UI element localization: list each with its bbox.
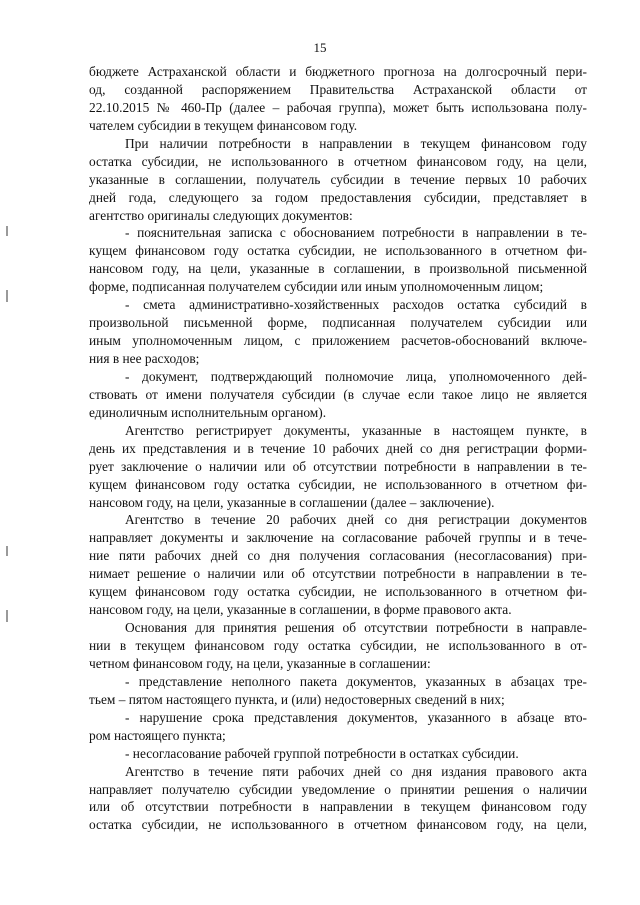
text-line: форме, подписанная получателем субсидии или иным уполномоченным лицом; (89, 279, 544, 295)
paragraph (89, 296, 587, 368)
text-line: указанные в соглашении, получатель субсидии в течение первых 10 рабочих (89, 171, 587, 187)
text-line: Основания для принятия решения об отсутствии потребности в направле- (125, 620, 587, 636)
margin-scan-mark (6, 226, 8, 236)
paragraph (89, 511, 587, 619)
margin-scan-mark (6, 610, 8, 622)
paragraph (89, 63, 587, 135)
text-line: Агентство в течение 20 рабочих дней со дня регистрации документов (125, 512, 587, 528)
paragraph (89, 619, 587, 673)
text-line: ние пяти рабочих дней со дня получения согласования (несогласования) при- (89, 548, 587, 564)
page-number: 15 (313, 40, 327, 55)
paragraph (89, 745, 587, 763)
text-line: ния в нее расходов; (89, 351, 200, 366)
text-line: остатка субсидии, не использованного в отчетном финансовом году, на цели, (89, 817, 587, 833)
text-line: тьем – пятом настоящего пункта, и (или) недостоверных сведений в них; (89, 691, 505, 707)
text-line: При наличии потребности в направлении в текущем финансовом году (125, 135, 587, 151)
text-line: единоличным исполнительным органом). (89, 404, 327, 420)
text-line: нии в текущем финансовом году остатка субсидии, не использованного в от- (89, 638, 587, 653)
text-line: кущем финансовом году остатка субсидии, не использованного в отчетном фи- (89, 476, 587, 492)
text-line: остатка субсидии, не использованного в отчетном финансовом году, на цели, (89, 153, 587, 169)
text-line: нансовом году, на цели, указанные в соглашении, в форме правового акта. (89, 602, 512, 618)
text-line: ствовать от имени получателя субсидии (в случае если такое лицо не является (89, 386, 587, 402)
margin-scan-mark (6, 290, 8, 302)
text-line: Агентство регистрирует документы, указанные в настоящем пункте, в (125, 422, 587, 438)
text-line: од, созданной распоряжением Правительства Астраханской области от (89, 81, 587, 97)
text-line: нимает решение о наличии или об отсутствии потребности в направлении в те- (89, 566, 587, 582)
text-line: Агентство в течение пяти рабочих дней со дня издания правового акта (125, 763, 587, 779)
text-line: кущем финансовом году остатка субсидии, не использованного в отчетном фи- (89, 243, 587, 259)
paragraph (89, 135, 587, 225)
text-line: кущем финансовом году остатка субсидии, не использованного в отчетном фи- (89, 584, 587, 600)
text-line: направляет документы и заключение на согласование рабочей группы и в тече- (89, 530, 587, 546)
text-line: дней года, следующего за годом предоставления субсидии, представляет в (89, 189, 587, 205)
paragraph (89, 422, 587, 512)
text-line: бюджете Астраханской области и бюджетного прогноза на долгосрочный пери- (89, 64, 587, 79)
paragraph (89, 709, 587, 745)
paragraph (89, 224, 587, 296)
text-line: произвольной письменной форме, подписанная получателем субсидии или (89, 315, 587, 331)
text-line: день их представления и в течение 10 рабочих дней со дня регистрации форми- (89, 440, 587, 456)
text-line: - нарушение срока представления документов, указанного в абзаце вто- (125, 709, 587, 725)
text-line: - несогласование рабочей группой потребности в остатках субсидии. (125, 745, 519, 761)
text-line: - документ, подтверждающий полномочие лица, уполномоченного дей- (125, 368, 587, 384)
paragraph (89, 368, 587, 422)
text-line: чателем субсидии в текущем финансовом году. (89, 117, 358, 133)
text-line: - представление неполного пакета документов, указанных в абзацах тре- (125, 673, 587, 689)
text-line: ром настоящего пункта; (89, 727, 226, 743)
text-line: нансовом году, на цели, указанные в соглашении (далее – заключение). (89, 494, 495, 510)
text-line: четном финансовом году, на цели, указанные в соглашении: (89, 655, 431, 671)
paragraph (89, 763, 587, 835)
text-line: или об отсутствии потребности в направлении в текущем финансовом году (89, 799, 587, 815)
text-line: - смета административно-хозяйственных расходов остатка субсидий в (125, 297, 587, 313)
document-body (89, 63, 587, 834)
text-line: нансовом году, на цели, указанные в соглашении, в произвольной письменной (89, 261, 587, 277)
margin-scan-mark (6, 546, 8, 556)
text-line: 22.10.2015 № 460-Пр (далее – рабочая группа), может быть использована полу- (89, 99, 587, 115)
paragraph (89, 673, 587, 709)
text-line: иным уполномоченным лицом, с приложением расчетов-обоснований включе- (89, 333, 587, 349)
text-line: - пояснительная записка с обоснованием потребности в направлении в те- (125, 225, 587, 241)
text-line: агентство оригиналы следующих документов: (89, 207, 353, 223)
text-line: рует заключение о наличии или об отсутствии потребности в направлении в те- (89, 458, 587, 474)
text-line: направляет получателю субсидии уведомление о принятии решения о наличии (89, 781, 587, 797)
